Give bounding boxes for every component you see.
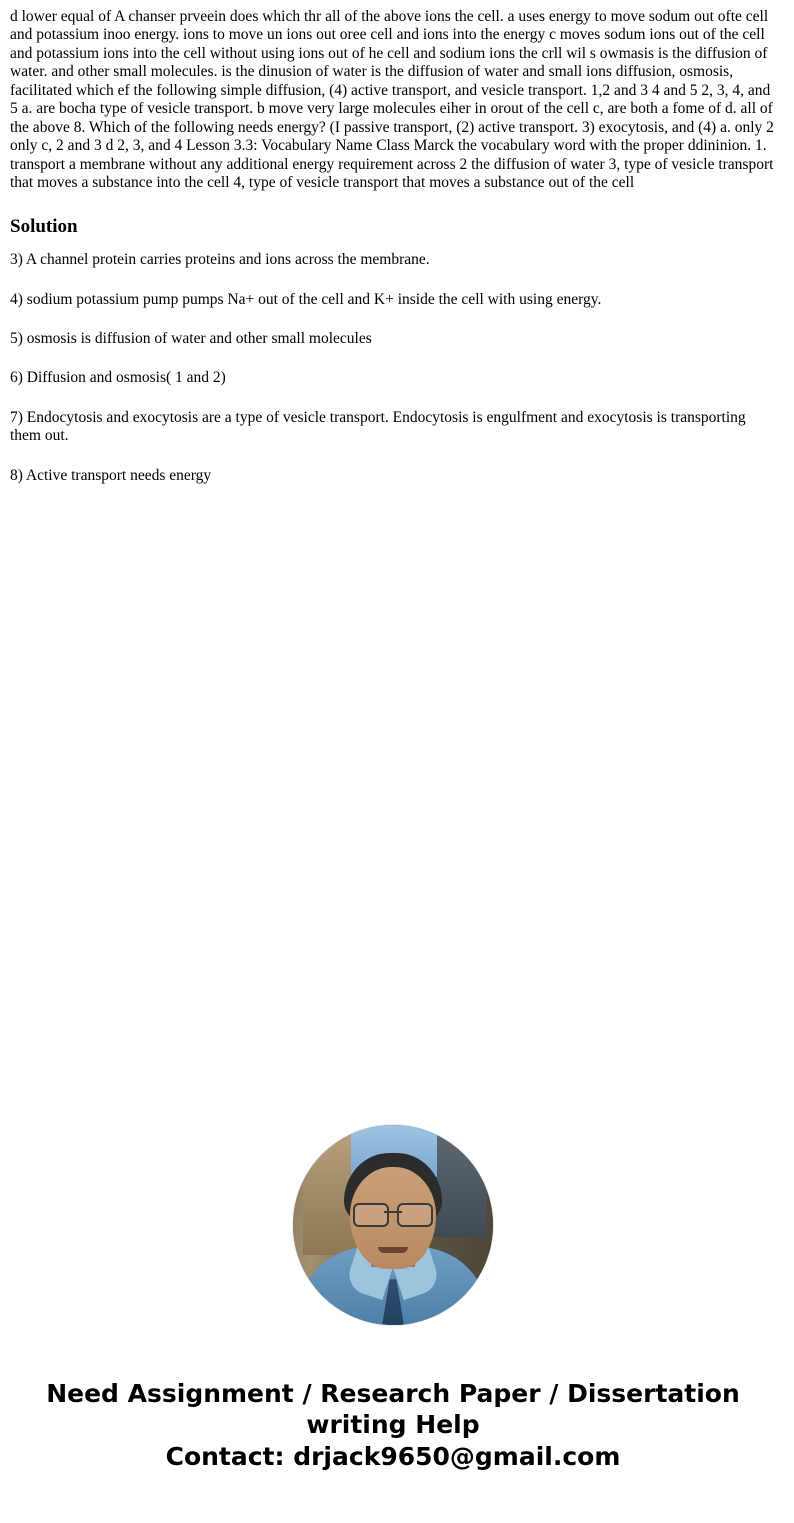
promo-line-2: Contact: drjack9650@gmail.com (165, 1442, 621, 1472)
promo-banner (10, 1379, 776, 1473)
glasses-bridge-icon (384, 1211, 402, 1213)
glasses-icon (352, 1203, 434, 1225)
promo-line-1: Need Assignment / Research Paper / Dissertation writing Help (46, 1379, 740, 1439)
answer-item-6: 6) Diffusion and osmosis( 1 and 2) (10, 369, 226, 387)
avatar-container (10, 1125, 776, 1325)
solution-heading: Solution (10, 216, 78, 238)
avatar-door-right (431, 1125, 487, 1237)
tutor-portrait-avatar (293, 1125, 493, 1325)
answer-item-4: 4) sodium potassium pump pumps Na+ out of the cell and K+ inside the cell with using energy. (10, 290, 602, 308)
question-text: d lower equal of A chanser prveein does which thr all of the above ions the cell. a uses energy to move sodum out ofte cell and potassium inoo energy. ions to move un ions out oree cell and ions into the energy c moves sodum ions out of the cell and potassium ions into the cell without using ions out of he cell and sodium ions the crll wil s owmasis is the diffusion of water. and other small molecules. is the dinusion of water is the diffusion of water and small ions diffusion, osmosis, facilitated which ef the following simple diffusion, (4) active transport, and vesicle transport. 1,2 and 3 4 and 5 2, 3, 4, and 5 a. are bocha type of vesicle transport. b move very large molecules eiher in orout of the cell c, are both a fome of d. all of the above 8. Which of the following needs energy? (I passive transport, (2) active transport. 3) exocytosis, and (4) a. only 2 only c, 2 and 3 d 2, 3, and 4 Lesson 3.3: Vocabulary Name Class Marck the vocabulary word with the proper ddininion. 1. transport a membrane without any additional energy requirement across 2 the diffusion of water 3, type of vesicle transport that moves a substance into the cell 4, type of vesicle transport that moves a substance out of the cell (10, 8, 774, 191)
content-spacer (10, 485, 776, 1125)
answer-item-3: 3) A channel protein carries proteins and ions across the membrane. (10, 251, 430, 269)
answer-item-5: 5) osmosis is diffusion of water and other small molecules (10, 330, 372, 348)
answer-item-7: 7) Endocytosis and exocytosis are a type of vesicle transport. Endocytosis is engulfment and exocytosis is transporting them out. (10, 408, 746, 445)
answer-item-8: 8) Active transport needs energy (10, 466, 212, 484)
avatar-mouth (378, 1247, 408, 1253)
